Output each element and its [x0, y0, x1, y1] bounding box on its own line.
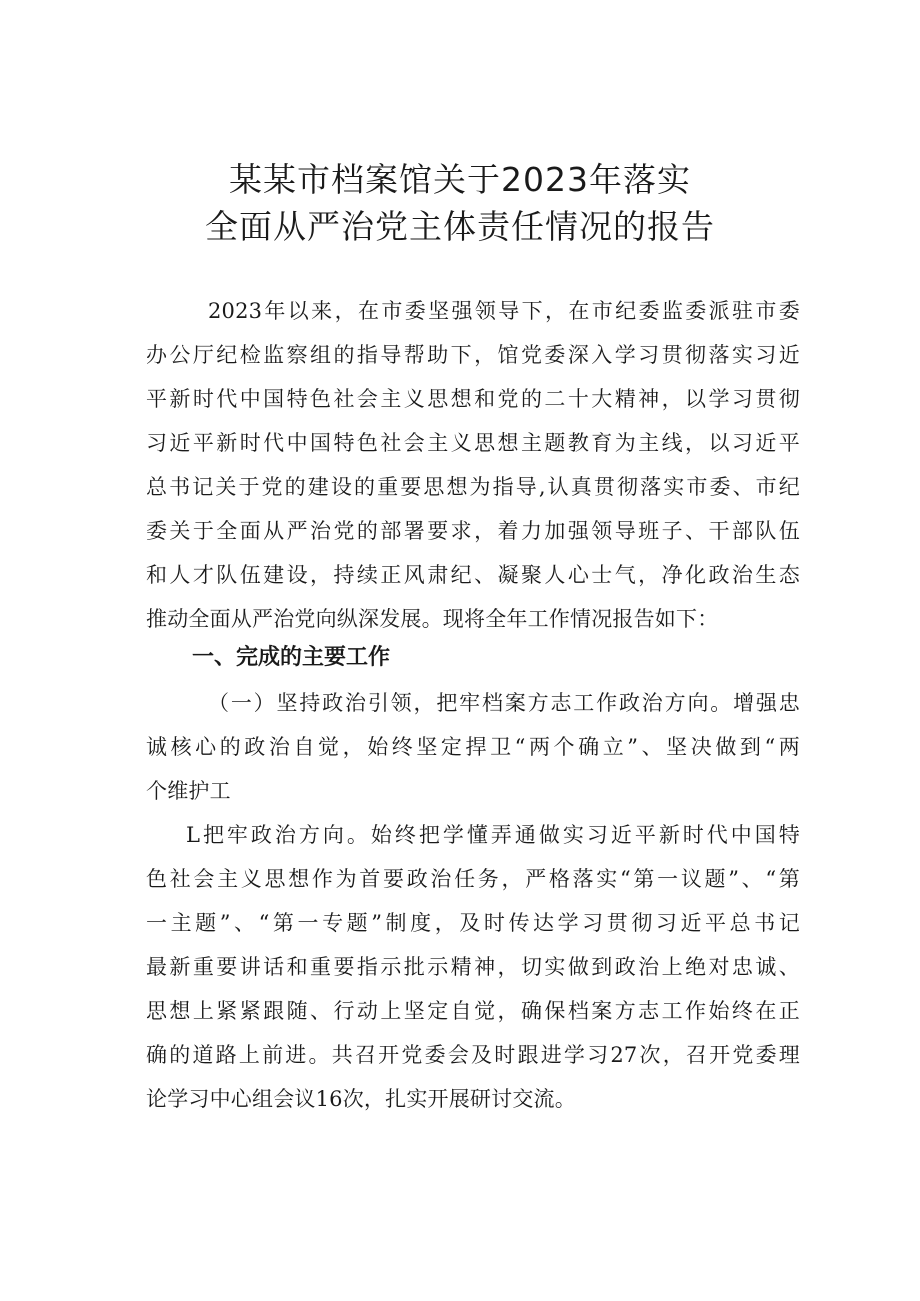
item-paragraph-line: 思想上紧紧跟随、行动上坚定自觉，确保档案方志工作始终在正	[146, 999, 800, 1023]
intro-paragraph-line: 委关于全面从严治党的部署要求，着力加强领导班子、干部队伍	[146, 519, 800, 543]
intro-paragraph-line: 办公厅纪检监察组的指导帮助下，馆党委深入学习贯彻落实习近	[146, 343, 800, 367]
item-paragraph-line: 一主题”、“第一专题”制度，及时传达学习贯彻习近平总书记	[146, 911, 800, 935]
item-paragraph-line: 色社会主义思想作为首要政治任务，严格落实“第一议题”、“第	[146, 867, 800, 891]
document-title-line-1: 某某市档案馆关于2023年落实	[229, 160, 691, 199]
item-paragraph-line: 论学习中心组会议16次，扎实开展研讨交流。	[146, 1087, 576, 1111]
subsection-paragraph-line: 诚核心的政治自觉，始终坚定捍卫“两个确立”、坚决做到“两	[146, 735, 800, 759]
subsection-paragraph-line: （一）坚持政治引领，把牢档案方志工作政治方向。增强忠	[208, 691, 800, 715]
item-paragraph-line: L把牢政治方向。始终把学懂弄通做实习近平新时代中国特	[186, 823, 800, 847]
subsection-paragraph-line: 个维护工	[146, 779, 231, 803]
item-paragraph-line: 最新重要讲话和重要指示批示精神，切实做到政治上绝对忠诚、	[146, 955, 800, 979]
intro-paragraph-line: 总书记关于党的建设的重要思想为指导,认真贯彻落实市委、市纪	[146, 475, 800, 499]
document-title-line-2: 全面从严治党主体责任情况的报告	[205, 207, 715, 246]
intro-paragraph-line: 推动全面从严治党向纵深发展。现将全年工作情况报告如下：	[146, 607, 719, 631]
intro-paragraph-line: 习近平新时代中国特色社会主义思想主题教育为主线，以习近平	[146, 431, 800, 455]
section-heading: 一、完成的主要工作	[192, 645, 391, 670]
item-paragraph-line: 确的道路上前进。共召开党委会及时跟进学习27次，召开党委理	[146, 1043, 800, 1067]
intro-paragraph-line: 平新时代中国特色社会主义思想和党的二十大精神，以学习贯彻	[146, 387, 800, 411]
intro-paragraph-line: 和人才队伍建设，持续正风肃纪、凝聚人心士气，净化政治生态	[146, 563, 800, 587]
intro-paragraph-line: 2023年以来，在市委坚强领导下，在市纪委监委派驻市委	[208, 299, 800, 323]
